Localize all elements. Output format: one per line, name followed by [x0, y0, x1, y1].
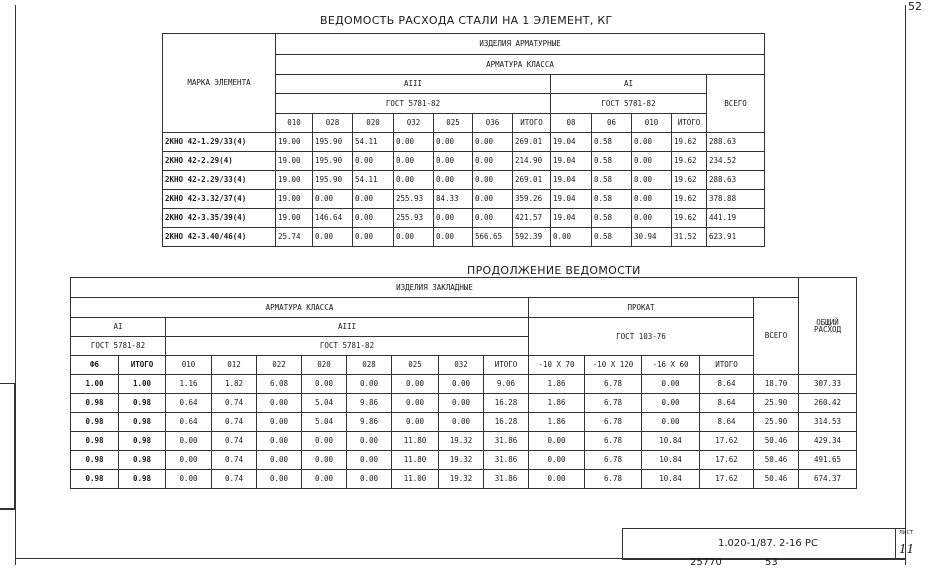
value-cell: 19.04 [551, 209, 592, 228]
header-gost-ai-2: ГОСТ 5781-82 [71, 337, 166, 356]
column-header: 020 [302, 356, 347, 375]
value-cell: 0.00 [353, 209, 394, 228]
value-cell: 1.86 [529, 394, 585, 413]
value-cell: 0.00 [392, 375, 439, 394]
total-cell: 18.70 [754, 375, 799, 394]
value-cell: 19.62 [672, 152, 707, 171]
value-cell: 6.78 [585, 413, 642, 432]
value-cell: 0.00 [529, 451, 585, 470]
value-cell: 6.78 [585, 432, 642, 451]
value-cell: 195.90 [313, 171, 353, 190]
header-gost-aiii-2: ГОСТ 5781-82 [166, 337, 529, 356]
value-cell: 214.90 [513, 152, 551, 171]
value-cell: 0.00 [642, 375, 700, 394]
value-cell: 11.00 [392, 470, 439, 489]
value-cell: 30.94 [632, 228, 672, 247]
value-cell: 19.00 [276, 152, 313, 171]
table-row [71, 432, 857, 451]
value-cell: 25.74 [276, 228, 313, 247]
bottom-number-1: 25770 [690, 557, 722, 568]
value-cell: 0.00 [166, 432, 212, 451]
value-cell: 6.78 [585, 451, 642, 470]
column-header: ИТОГО [119, 356, 166, 375]
column-header: -10 Х 70 [529, 356, 585, 375]
value-cell: 0.58 [592, 190, 632, 209]
value-cell: 0.00 [394, 133, 434, 152]
frame-right-border [905, 5, 906, 565]
value-cell: 0.58 [592, 133, 632, 152]
value-cell: 1.16 [166, 375, 212, 394]
element-mark-cell: 2КНО 42-3.32/37(4) [163, 190, 276, 209]
value-cell: 0.00 [632, 133, 672, 152]
header-gost-aiii: ГОСТ 5781-82 [276, 94, 551, 114]
value-cell: 0.00 [394, 228, 434, 247]
header-class-ai: AI [551, 75, 707, 94]
column-header: 012 [212, 356, 257, 375]
column-header: 025 [434, 114, 473, 133]
value-cell: 195.90 [313, 133, 353, 152]
value-cell: 6.08 [257, 375, 302, 394]
value-cell: 0.00 [313, 228, 353, 247]
value-cell: 19.04 [551, 133, 592, 152]
total-cell: 25.90 [754, 413, 799, 432]
value-cell: 0.00 [353, 152, 394, 171]
column-header: 010 [166, 356, 212, 375]
value-cell: 0.00 [439, 413, 484, 432]
header-total: ВСЕГО [707, 75, 765, 133]
header-class-aiii-2: AIII [166, 318, 529, 337]
value-cell: 592.39 [513, 228, 551, 247]
value-cell: 0.00 [257, 413, 302, 432]
table-row [71, 470, 857, 489]
column-header: -16 Х 60 [642, 356, 700, 375]
side-binding-box-lower [0, 508, 14, 559]
total-cell: 288.63 [707, 133, 765, 152]
header-overall-consumption [799, 278, 857, 375]
value-cell: 54.11 [353, 171, 394, 190]
value-cell: 5.04 [302, 413, 347, 432]
element-mark-cell: 2КНО 42-2.29(4) [163, 152, 276, 171]
value-cell: 9.86 [347, 394, 392, 413]
column-header: 032 [394, 114, 434, 133]
value-cell: 1.00 [71, 375, 119, 394]
header-overall-line1: ОБЩИЙ [816, 317, 839, 327]
value-cell: 0.00 [434, 228, 473, 247]
overall-cell: 429.34 [799, 432, 857, 451]
element-mark-cell: 2КНО 42-3.40/46(4) [163, 228, 276, 247]
main-title: ВЕДОМОСТЬ РАСХОДА СТАЛИ НА 1 ЭЛЕМЕНТ, КГ [320, 14, 613, 27]
header-gost-rolled: ГОСТ 103-76 [529, 318, 754, 356]
value-cell: 0.98 [71, 432, 119, 451]
column-header: 022 [257, 356, 302, 375]
table-row [163, 152, 765, 171]
value-cell: 0.98 [71, 394, 119, 413]
value-cell: 9.86 [347, 413, 392, 432]
value-cell: 0.00 [632, 190, 672, 209]
overall-cell: 314.53 [799, 413, 857, 432]
value-cell: 19.04 [551, 152, 592, 171]
value-cell: 9.06 [484, 375, 529, 394]
value-cell: 0.98 [119, 394, 166, 413]
value-cell: 255.93 [394, 209, 434, 228]
value-cell: 16.28 [484, 394, 529, 413]
value-cell: 19.62 [672, 133, 707, 152]
value-cell: 1.82 [212, 375, 257, 394]
value-cell: 6.78 [585, 375, 642, 394]
column-header: 028 [313, 114, 353, 133]
table-row [71, 394, 857, 413]
table-row [163, 190, 765, 209]
value-cell: 0.00 [353, 228, 394, 247]
element-mark-cell: 2КНО 42-1.29/33(4) [163, 133, 276, 152]
column-header: 020 [353, 114, 394, 133]
value-cell: 8.64 [700, 413, 754, 432]
value-cell: 0.00 [551, 228, 592, 247]
value-cell: 0.00 [302, 470, 347, 489]
value-cell: 0.00 [302, 375, 347, 394]
value-cell: 0.74 [212, 413, 257, 432]
value-cell: 0.00 [473, 152, 513, 171]
table-row [71, 413, 857, 432]
value-cell: 0.00 [529, 470, 585, 489]
value-cell: 0.00 [302, 432, 347, 451]
value-cell: 0.74 [212, 432, 257, 451]
table-row [71, 375, 857, 394]
value-cell: 19.00 [276, 209, 313, 228]
value-cell: 19.32 [439, 432, 484, 451]
value-cell: 0.00 [257, 451, 302, 470]
total-cell: 288.63 [707, 171, 765, 190]
overall-cell: 307.33 [799, 375, 857, 394]
value-cell: 0.00 [632, 171, 672, 190]
value-cell: 17.62 [700, 451, 754, 470]
value-cell: 1.86 [529, 413, 585, 432]
value-cell: 0.00 [353, 190, 394, 209]
value-cell: 31.86 [484, 432, 529, 451]
value-cell: 10.84 [642, 432, 700, 451]
header-class-aiii: AIII [276, 75, 551, 94]
value-cell: 19.00 [276, 171, 313, 190]
value-cell: 0.00 [473, 133, 513, 152]
value-cell: 1.86 [529, 375, 585, 394]
value-cell: 0.00 [473, 190, 513, 209]
value-cell: 31.86 [484, 470, 529, 489]
value-cell: 11.80 [392, 432, 439, 451]
value-cell: 16.28 [484, 413, 529, 432]
value-cell: 19.04 [551, 190, 592, 209]
value-cell: 31.86 [484, 451, 529, 470]
value-cell: 0.64 [166, 413, 212, 432]
value-cell: 566.65 [473, 228, 513, 247]
value-cell: 269.01 [513, 133, 551, 152]
element-mark-cell: 2КНО 42-3.35/39(4) [163, 209, 276, 228]
value-cell: 84.33 [434, 190, 473, 209]
value-cell: 0.98 [119, 432, 166, 451]
value-cell: 19.62 [672, 209, 707, 228]
value-cell: 11.80 [392, 451, 439, 470]
column-header: -10 Х 120 [585, 356, 642, 375]
header-class-ai-2: AI [71, 318, 166, 337]
column-header: Ф6 [71, 356, 119, 375]
value-cell: 19.62 [672, 190, 707, 209]
value-cell: 19.04 [551, 171, 592, 190]
value-cell: 0.00 [347, 470, 392, 489]
header-rebar-class-2: АРМАТУРА КЛАССА [71, 298, 529, 318]
value-cell: 359.26 [513, 190, 551, 209]
total-cell: 50.46 [754, 432, 799, 451]
document-code: 1.020-1/87. 2-16 РС [718, 538, 818, 549]
table-row [71, 451, 857, 470]
value-cell: 0.98 [71, 470, 119, 489]
value-cell: 0.98 [71, 451, 119, 470]
column-header: ИТОГО [700, 356, 754, 375]
value-cell: 0.00 [439, 394, 484, 413]
total-cell: 234.52 [707, 152, 765, 171]
value-cell: 0.74 [212, 394, 257, 413]
value-cell: 0.00 [257, 394, 302, 413]
value-cell: 31.52 [672, 228, 707, 247]
table-row [163, 228, 765, 247]
value-cell: 0.00 [166, 470, 212, 489]
side-binding-box [0, 383, 15, 510]
sheet-label: ЛИСТ [899, 530, 914, 536]
header-element-mark: МАРКА ЭЛЕМЕНТА [163, 34, 276, 133]
value-cell: 0.00 [632, 152, 672, 171]
table-row [163, 171, 765, 190]
value-cell: 17.62 [700, 470, 754, 489]
value-cell: 10.84 [642, 451, 700, 470]
overall-cell: 260.42 [799, 394, 857, 413]
total-cell: 50.46 [754, 470, 799, 489]
value-cell: 54.11 [353, 133, 394, 152]
header-embedded-products: ИЗДЕЛИЯ ЗАКЛАДНЫЕ [71, 278, 799, 298]
header-gost-ai: ГОСТ 5781-82 [551, 94, 707, 114]
value-cell: 0.98 [119, 413, 166, 432]
value-cell: 19.32 [439, 451, 484, 470]
column-header: 06 [592, 114, 632, 133]
column-header: 028 [347, 356, 392, 375]
element-mark-cell: 2КНО 42-2.29/33(4) [163, 171, 276, 190]
value-cell: 0.00 [166, 451, 212, 470]
value-cell: 19.00 [276, 190, 313, 209]
value-cell: 0.58 [592, 209, 632, 228]
value-cell: 0.00 [347, 375, 392, 394]
value-cell: 0.58 [592, 228, 632, 247]
column-header: 010 [276, 114, 313, 133]
title-block-divider [895, 528, 896, 558]
value-cell: 0.74 [212, 470, 257, 489]
value-cell: 17.62 [700, 432, 754, 451]
value-cell: 6.78 [585, 394, 642, 413]
value-cell: 1.00 [119, 375, 166, 394]
column-header: 025 [392, 356, 439, 375]
value-cell: 0.00 [394, 152, 434, 171]
value-cell: 19.62 [672, 171, 707, 190]
value-cell: 10.84 [642, 470, 700, 489]
continuation-title: ПРОДОЛЖЕНИЕ ВЕДОМОСТИ [467, 264, 641, 277]
value-cell: 8.64 [700, 394, 754, 413]
value-cell: 0.00 [347, 432, 392, 451]
total-cell: 441.19 [707, 209, 765, 228]
value-cell: 0.58 [592, 152, 632, 171]
column-header: ИТОГО [484, 356, 529, 375]
value-cell: 146.64 [313, 209, 353, 228]
frame-left-border [15, 5, 16, 565]
value-cell: 0.00 [347, 451, 392, 470]
value-cell: 0.58 [592, 171, 632, 190]
header-rebar-products: ИЗДЕЛИЯ АРМАТУРНЫЕ [276, 34, 765, 55]
column-header: ИТОГО [513, 114, 551, 133]
value-cell: 0.00 [257, 470, 302, 489]
bottom-number-2: 53 [765, 557, 778, 568]
value-cell: 0.00 [642, 413, 700, 432]
value-cell: 0.00 [257, 432, 302, 451]
table-row [163, 209, 765, 228]
value-cell: 0.98 [119, 470, 166, 489]
steel-consumption-continuation-table [70, 277, 857, 489]
total-cell: 623.91 [707, 228, 765, 247]
total-cell: 378.88 [707, 190, 765, 209]
overall-cell: 674.37 [799, 470, 857, 489]
value-cell: 0.00 [434, 133, 473, 152]
value-cell: 0.00 [473, 171, 513, 190]
value-cell: 0.00 [473, 209, 513, 228]
value-cell: 6.78 [585, 470, 642, 489]
value-cell: 0.00 [392, 413, 439, 432]
value-cell: 0.98 [119, 451, 166, 470]
column-header: 010 [632, 114, 672, 133]
value-cell: 0.00 [642, 394, 700, 413]
value-cell: 0.00 [434, 171, 473, 190]
column-header: 08 [551, 114, 592, 133]
value-cell: 0.74 [212, 451, 257, 470]
header-rebar-class: АРМАТУРА КЛАССА [276, 55, 765, 75]
value-cell: 0.98 [71, 413, 119, 432]
value-cell: 0.00 [439, 375, 484, 394]
header-total-2: ВСЕГО [754, 298, 799, 375]
value-cell: 421.57 [513, 209, 551, 228]
value-cell: 0.64 [166, 394, 212, 413]
value-cell: 0.00 [394, 171, 434, 190]
table-row [163, 133, 765, 152]
value-cell: 0.00 [632, 209, 672, 228]
header-overall-line2: РАСХОД [813, 325, 842, 334]
column-header: 032 [439, 356, 484, 375]
total-cell: 25.90 [754, 394, 799, 413]
header-rolled-steel: ПРОКАТ [529, 298, 754, 318]
value-cell: 19.32 [439, 470, 484, 489]
value-cell: 255.93 [394, 190, 434, 209]
sheet-number: 11 [899, 542, 915, 556]
overall-cell: 491.65 [799, 451, 857, 470]
value-cell: 8.64 [700, 375, 754, 394]
value-cell: 0.00 [529, 432, 585, 451]
total-cell: 50.46 [754, 451, 799, 470]
value-cell: 269.01 [513, 171, 551, 190]
value-cell: 0.00 [392, 394, 439, 413]
value-cell: 195.90 [313, 152, 353, 171]
value-cell: 5.04 [302, 394, 347, 413]
value-cell: 0.00 [302, 451, 347, 470]
column-header: ИТОГО [672, 114, 707, 133]
value-cell: 0.00 [434, 209, 473, 228]
value-cell: 0.00 [313, 190, 353, 209]
steel-consumption-table [162, 33, 765, 247]
value-cell: 0.00 [434, 152, 473, 171]
value-cell: 19.00 [276, 133, 313, 152]
column-header: 036 [473, 114, 513, 133]
corner-page-mark: 52 [908, 0, 922, 13]
